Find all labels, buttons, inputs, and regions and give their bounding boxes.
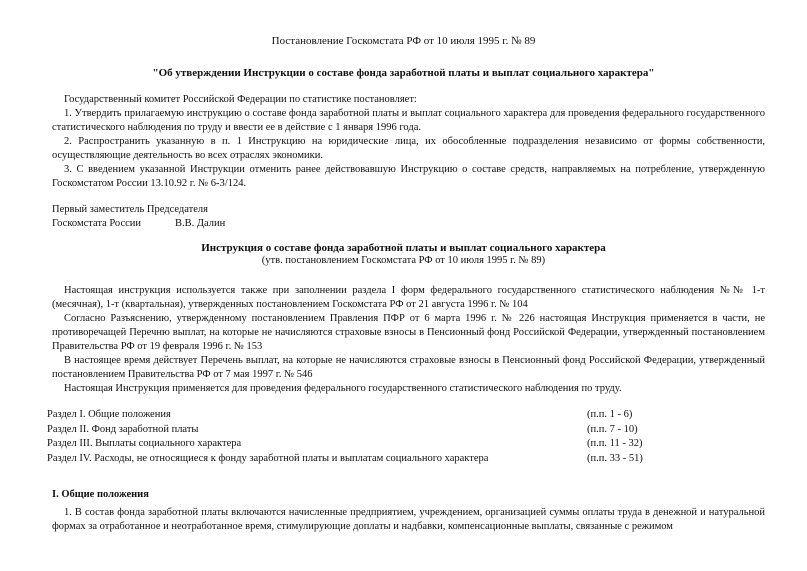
section-1-paragraph-1: 1. В состав фонда заработной платы включаются начисленные предприятием, учреждением, организацией суммы оплаты труда в денежной и натуральной формах за отработанное и неотработанное время, стимулирующие доплаты и надбавки, компенсационные выплаты, связанные с режимом	[52, 507, 765, 532]
toc-range: (п.п. 11 - 32)	[587, 438, 643, 449]
section-1-heading: I. Общие положения	[52, 489, 149, 500]
instruction-note-3: В настоящее время действует Перечень выплат, на которые не начисляются страховые взносы в Пенсионный фонд Российской Федерации, утвержденный постановлением Правительства РФ от 7 мая 1997 г. № 546	[52, 355, 765, 380]
toc-range: (п.п. 1 - 6)	[587, 409, 633, 420]
signature-org: Госкомстата России	[52, 218, 141, 229]
document-subtitle: "Об утверждении Инструкции о составе фонда заработной платы и выплат социального характера"	[152, 67, 655, 79]
signature-block	[52, 203, 765, 231]
table-of-contents	[47, 408, 667, 466]
document-title: Постановление Госкомстата РФ от 10 июля 1995 г. № 89	[271, 35, 536, 47]
signature-position: Первый заместитель Председателя	[52, 204, 208, 215]
instruction-subtitle: (утв. постановлением Госкомстата РФ от 10 июля 1995 г. № 89)	[261, 255, 546, 266]
decree-item-3: 3. С введением указанной Инструкции отменить ранее действовавшую Инструкцию о составе средств, направляемых на потребление, утвержденную Госкомстатом России 13.10.92 г. № 6-3/124.	[52, 164, 765, 189]
decree-item-2: 2. Распространить указанную в п. 1 Инструкцию на юридические лица, их обособленные подразделения независимо от формы собственности, осуществляющие деятельность во всех отраслях экономики.	[52, 136, 765, 161]
toc-range: (п.п. 33 - 51)	[587, 452, 643, 464]
decree-item-1: 1. Утвердить прилагаемую инструкцию о составе фонда заработной платы и выплат социального характера для проведения федерального государственного статистического наблюдения по труду и ввести ее в действие с 1 января 1996 года.	[52, 108, 765, 133]
instruction-note-2: Согласно Разъяснению, утвержденному постановлением Правления ПФР от 6 марта 1996 г. № 226 настоящая Инструкция применяется в части, не противоречащей Перечню выплат, на которые не начисляются страховые взносы в Пенсионный фонд Российской Федерации, утвержденный постановлением Правительства РФ от 19 февраля 1996 г. № 153	[52, 313, 765, 352]
instruction-note-1: Настоящая инструкция используется также при заполнении раздела I форм федерального государственного статистического наблюдения №№ 1-т (месячная), 1-т (квартальная), утвержденных постановлением Госкомстата РФ от 21 августа 1996 г. № 104	[52, 285, 765, 310]
instruction-notes	[52, 284, 765, 396]
toc-range: (п.п. 7 - 10)	[587, 423, 638, 435]
toc-row[interactable]	[47, 408, 667, 423]
toc-section[interactable]: Раздел III. Выплаты социального характера	[47, 438, 242, 449]
instruction-note-4: Настоящая Инструкция применяется для проведения федерального государственного статистического наблюдения по труду.	[64, 383, 622, 394]
signature-name: В.В. Далин	[175, 218, 226, 229]
toc-section[interactable]: Раздел II. Фонд заработной платы	[47, 423, 199, 435]
toc-row[interactable]	[47, 437, 667, 452]
instruction-title: Инструкция о составе фонда заработной платы и выплат социального характера	[201, 242, 606, 254]
toc-row[interactable]	[47, 423, 667, 438]
toc-row[interactable]	[47, 452, 667, 467]
toc-section[interactable]: Раздел IV. Расходы, не относящиеся к фонду заработной платы и выплатам социального характера	[47, 452, 489, 464]
toc-section[interactable]: Раздел I. Общие положения	[47, 409, 171, 420]
section-1-body	[52, 506, 765, 534]
decree-intro: Государственный комитет Российской Федерации по статистике постановляет:	[64, 94, 417, 105]
decree-body	[52, 93, 765, 191]
